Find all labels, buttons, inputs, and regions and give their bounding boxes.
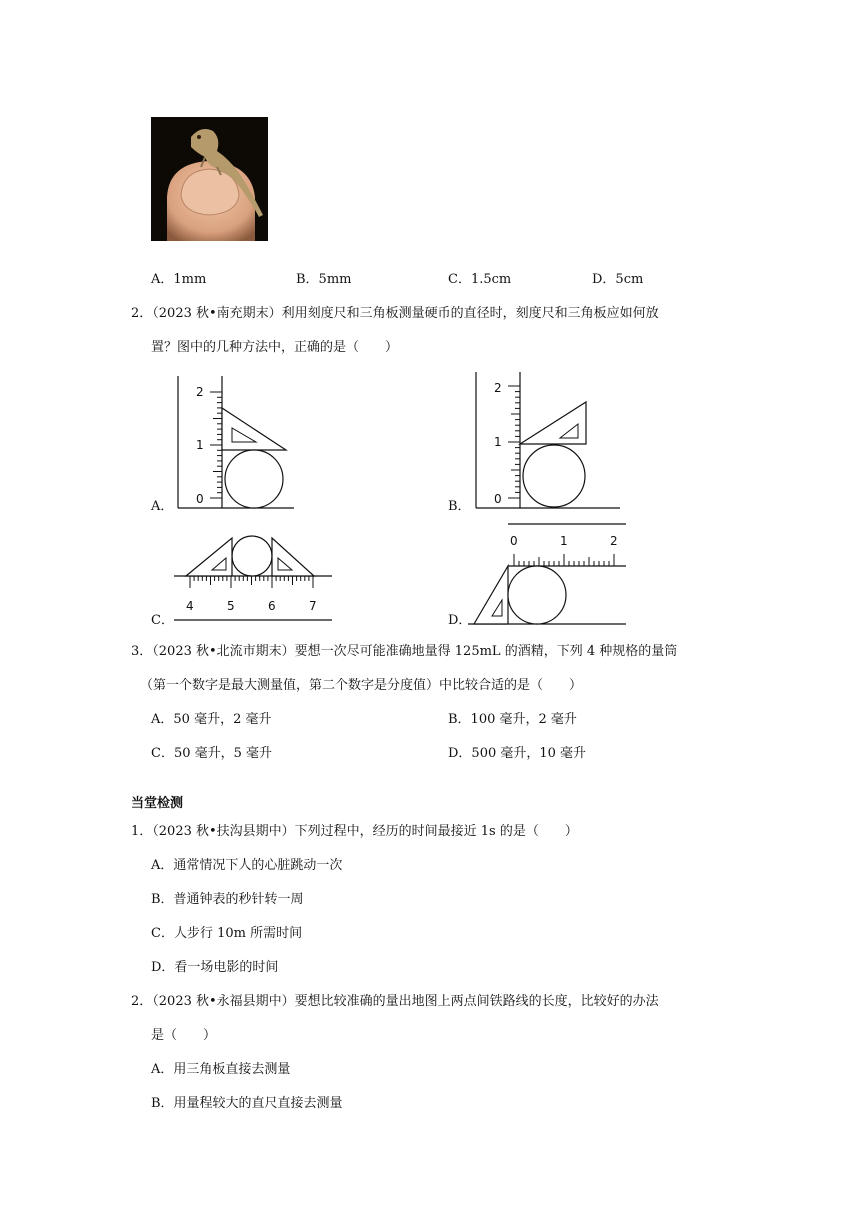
figure-c-diagram xyxy=(168,530,338,626)
t1-stem: 1．（2023 秋•扶沟县期中）下列过程中，经历的时间最接近 1s 的是（ ） xyxy=(131,824,578,839)
fig-d-tick-label-0: 0 xyxy=(510,534,518,548)
t1-option-d[interactable]: D．看一场电影的时间 xyxy=(151,960,279,975)
coin xyxy=(523,445,585,507)
q3-option-b[interactable]: B．100 毫升，2 毫升 xyxy=(448,712,577,727)
coin xyxy=(508,566,566,624)
q3-stem-line1: 3．（2023 秋•北流市期末）要想一次尽可能准确地量得 125mL 的酒精，下列 4 种规格的量筒 xyxy=(131,644,678,659)
t1-option-a[interactable]: A．通常情况下人的心脏跳动一次 xyxy=(151,858,343,873)
section-title: 当堂检测 xyxy=(131,796,184,811)
q2-label-b[interactable]: B． xyxy=(448,499,471,514)
q2-stem-line1: 2．（2023 秋•南充期末）利用刻度尺和三角板测量硬币的直径时，刻度尺和三角板应如何放 xyxy=(131,306,659,321)
fig-d-tick-label-1: 1 xyxy=(560,534,568,548)
figure-a-diagram xyxy=(170,372,300,512)
fig-b-tick-label-0: 0 xyxy=(494,492,502,506)
t1-option-b[interactable]: B．普通钟表的秒针转一周 xyxy=(151,892,304,907)
fig-c-tick-label-7: 7 xyxy=(309,599,317,613)
q3-option-d[interactable]: D．500 毫升，10 毫升 xyxy=(448,746,587,761)
fig-d-tick-label-2: 2 xyxy=(610,534,618,548)
fig-a-tick-label-1: 1 xyxy=(196,438,204,452)
q1-option-b[interactable]: B．5mm xyxy=(296,272,352,287)
q3-stem-line2: （第一个数字是最大测量值，第二个数字是分度值）中比较合适的是（ ） xyxy=(140,678,583,693)
fig-a-tick-label-0: 0 xyxy=(196,492,204,506)
t2-option-a[interactable]: A．用三角板直接去测量 xyxy=(151,1062,291,1077)
figure-d-diagram xyxy=(466,520,632,628)
q1-option-c[interactable]: C．1.5cm xyxy=(448,272,512,287)
t2-stem-line2: 是（ ） xyxy=(151,1028,217,1043)
q3-option-c[interactable]: C．50 毫升，5 毫升 xyxy=(151,746,273,761)
q2-label-c[interactable]: C． xyxy=(151,613,174,628)
fig-a-tick-label-2: 2 xyxy=(196,385,204,399)
fig-c-tick-label-4: 4 xyxy=(186,599,194,613)
chameleon-on-fingertip-photo-icon xyxy=(151,117,268,241)
q2-label-d[interactable]: D． xyxy=(448,613,472,628)
t2-option-b[interactable]: B．用量程较大的直尺直接去测量 xyxy=(151,1096,343,1111)
q2-stem-line2: 置？图中的几种方法中，正确的是（ ） xyxy=(151,340,399,355)
q1-option-d[interactable]: D．5cm xyxy=(592,272,644,287)
fig-c-tick-label-6: 6 xyxy=(268,599,276,613)
q1-option-a[interactable]: A．1mm xyxy=(151,272,207,287)
fig-b-tick-label-1: 1 xyxy=(494,435,502,449)
q3-option-a[interactable]: A．50 毫升，2 毫升 xyxy=(151,712,272,727)
chameleon-photo xyxy=(151,117,268,241)
coin xyxy=(225,450,283,508)
fig-b-tick-label-2: 2 xyxy=(494,381,502,395)
coin xyxy=(232,536,272,576)
q2-label-a[interactable]: A． xyxy=(151,499,174,514)
t2-stem-line1: 2．（2023 秋•永福县期中）要想比较准确的量出地图上两点间铁路线的长度，比较好的办法 xyxy=(131,994,659,1009)
fig-c-tick-label-5: 5 xyxy=(227,599,235,613)
figure-b-diagram xyxy=(468,368,628,512)
t1-option-c[interactable]: C．人步行 10m 所需时间 xyxy=(151,926,303,941)
